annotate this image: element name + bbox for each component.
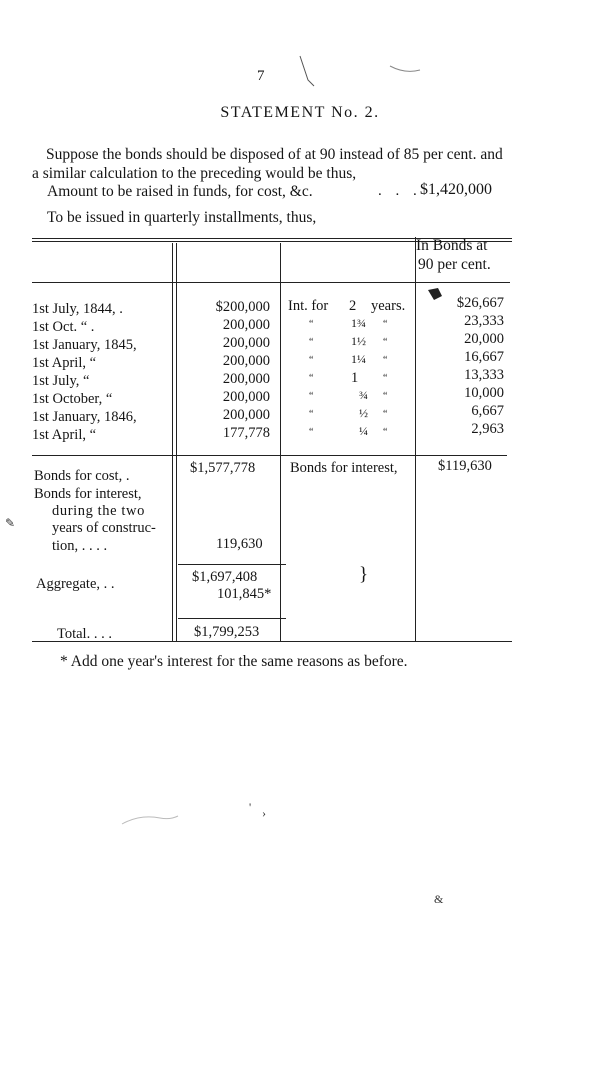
row-amount: 177,778 [222,425,270,441]
ink-blot [426,286,446,304]
bonds-interest-line-2: during the two [52,503,145,519]
row-bonds: 16,667 [464,349,504,365]
row-date: 1st July, 1844, . [32,301,123,317]
row-ditto: “ [309,355,314,366]
row-date: 1st Oct. “ . [32,319,95,335]
row-period: 1¼ [351,352,366,366]
total-top-rule [178,618,286,619]
row-amount: 200,000 [222,317,270,333]
row-period: 1½ [351,334,366,348]
row-bonds: $26,667 [456,295,504,311]
row-ditto: “ [309,427,314,438]
bonds-for-interest-label: Bonds for interest, [290,460,398,476]
total-label: Total. . . . [57,626,112,642]
intro-paragraph: Suppose the bonds should be disposed of at 90 instead of 85 per cent. and a similar calculation to the preceding would be thus, [32,146,503,182]
aggregate-extra: 101,845* [217,586,272,602]
scan-smudge [120,810,180,830]
row-ditto: “ [309,391,314,402]
scan-marks [290,50,430,90]
total-value: $1,799,253 [194,624,260,640]
row-unit: “ [383,337,388,348]
row-ditto: “ [309,409,314,420]
row-bonds: 13,333 [464,367,504,383]
row-bonds: 23,333 [464,313,504,329]
bonds-interest-value: 119,630 [216,536,263,552]
aggregate-label: Aggregate, . . [36,576,115,592]
row-period: 1¾ [351,316,366,330]
scan-speck: & [434,892,444,906]
row-bonds: 10,000 [464,385,504,401]
header-bottom-rule [32,282,510,283]
row-amount: 200,000 [222,371,270,387]
bonds-for-cost-value: $1,577,778 [190,460,256,476]
amount-label: Amount to be raised in funds, for cost, &c. [47,183,313,200]
row-date: 1st April, “ [32,427,97,443]
row-unit: “ [383,319,388,330]
bonds-for-cost-label: Bonds for cost, . [34,468,130,484]
row-amount: 200,000 [222,335,270,351]
row-bonds: 2,963 [471,421,504,437]
row-period: ¼ [359,424,368,438]
page-title: STATEMENT No. 2. [220,104,380,121]
row-unit: “ [383,427,388,438]
row-unit: “ [383,373,388,384]
footnote: * Add one year's interest for the same reasons as before. [60,653,408,670]
aggregate-value: $1,697,408 [192,569,258,585]
column-divider-1 [172,243,173,641]
scan-speck: ' [249,800,252,814]
aggregate-brace: } [359,564,369,585]
amount-value: $1,420,000 [420,181,492,198]
row-date: 1st January, 1846, [32,409,137,425]
scan-speck: › [262,806,266,820]
row-period: ¾ [359,388,368,402]
amount-leader-dots: . . . [378,183,422,199]
bonds-interest-line-1: Bonds for interest, [34,486,142,502]
row-amount: 200,000 [222,407,270,423]
header-bonds-line2: 90 per cent. [418,256,491,273]
row-date: 1st October, “ [32,391,113,407]
row-ditto: “ [309,373,314,384]
scan-speck: ✎ [5,516,16,530]
row-unit: years. [371,298,406,314]
rows-bottom-rule [32,455,507,456]
header-bonds-line1: In Bonds at [416,237,488,254]
row-date: 1st April, “ [32,355,97,371]
row-unit: “ [383,391,388,402]
bonds-for-interest-total: $119,630 [438,458,492,474]
issued-line: To be issued in quarterly installments, thus, [47,209,317,226]
page-number: 7 [257,68,265,84]
column-divider-2 [280,243,281,641]
row-period: ½ [359,406,368,420]
row-date: 1st July, “ [32,373,90,389]
row-amount: 200,000 [222,353,270,369]
row-bonds: 20,000 [464,331,504,347]
aggregate-top-rule [178,564,286,565]
row-unit: “ [383,355,388,366]
row-ditto: “ [309,337,314,348]
row-period: 2 [349,298,357,314]
row-period: 1 [351,370,359,386]
bonds-interest-line-4: tion, . . . . [52,538,108,554]
row-bonds: 6,667 [471,403,504,419]
bonds-interest-line-3: years of construc- [52,520,156,536]
row-interest-prefix: Int. for [288,298,329,314]
row-amount: 200,000 [222,389,270,405]
row-amount: $200,000 [215,299,270,315]
row-date: 1st January, 1845, [32,337,137,353]
row-unit: “ [383,409,388,420]
column-divider-3 [415,237,416,641]
row-ditto: “ [309,319,314,330]
column-divider-1b [176,243,177,641]
